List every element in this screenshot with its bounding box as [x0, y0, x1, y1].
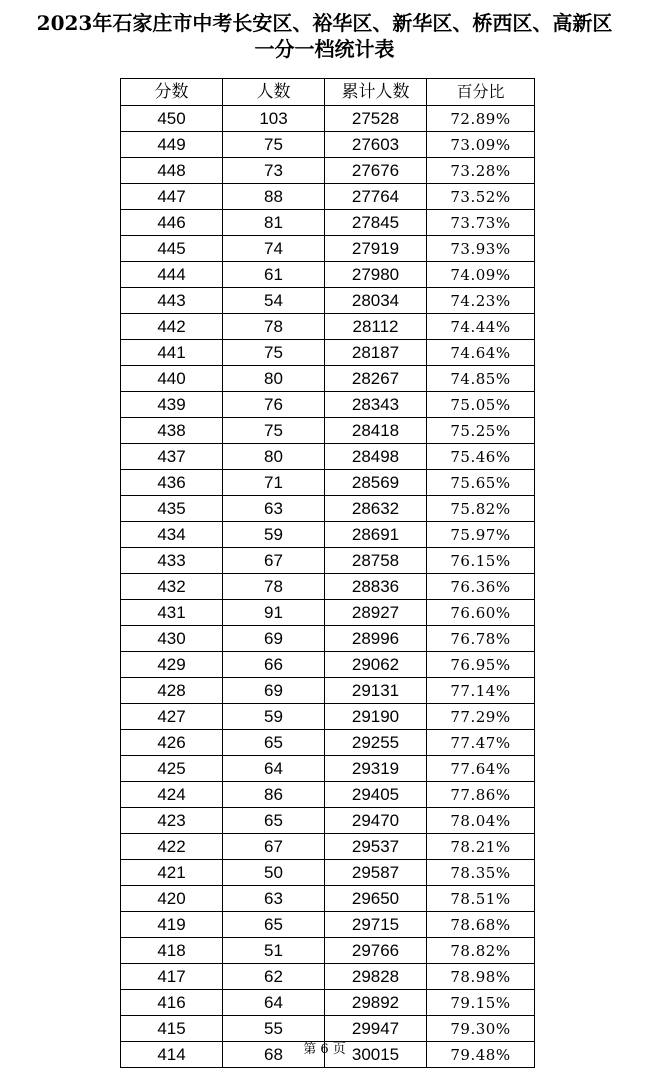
cell-percent: 72.89%: [427, 106, 535, 132]
cell-percent: 77.86%: [427, 782, 535, 808]
cell-cumulative: 29892: [325, 990, 427, 1016]
cell-count: 65: [223, 730, 325, 756]
cell-cumulative: 29131: [325, 678, 427, 704]
page-number: 第 6 页: [303, 1042, 346, 1057]
cell-cumulative: 30015: [325, 1042, 427, 1068]
cell-count: 62: [223, 964, 325, 990]
cell-score: 432: [121, 574, 223, 600]
cell-score: 431: [121, 600, 223, 626]
cell-count: 63: [223, 496, 325, 522]
cell-percent: 74.23%: [427, 288, 535, 314]
cell-count: 71: [223, 470, 325, 496]
cell-count: 59: [223, 704, 325, 730]
cell-score: 442: [121, 314, 223, 340]
cell-score: 418: [121, 938, 223, 964]
cell-count: 66: [223, 652, 325, 678]
table-row: [121, 756, 535, 782]
cell-cumulative: 28187: [325, 340, 427, 366]
cell-score: 440: [121, 366, 223, 392]
cell-cumulative: 28836: [325, 574, 427, 600]
cell-cumulative: 29650: [325, 886, 427, 912]
cell-count: 88: [223, 184, 325, 210]
cell-percent: 75.65%: [427, 470, 535, 496]
cell-percent: 74.44%: [427, 314, 535, 340]
cell-count: 75: [223, 132, 325, 158]
cell-score: 430: [121, 626, 223, 652]
table-row: [121, 132, 535, 158]
cell-count: 75: [223, 418, 325, 444]
table-body: [121, 106, 535, 1068]
cell-count: 64: [223, 990, 325, 1016]
cell-cumulative: 29587: [325, 860, 427, 886]
cell-score: 423: [121, 808, 223, 834]
cell-percent: 74.09%: [427, 262, 535, 288]
cell-cumulative: 28996: [325, 626, 427, 652]
cell-cumulative: 28034: [325, 288, 427, 314]
cell-score: 435: [121, 496, 223, 522]
table-row: [121, 418, 535, 444]
document-title: 2023年石家庄市中考长安区、裕华区、新华区、桥西区、高新区: [36, 11, 613, 35]
cell-cumulative: 28758: [325, 548, 427, 574]
header-cumulative: 累计人数: [325, 79, 427, 106]
cell-score: 437: [121, 444, 223, 470]
cell-score: 444: [121, 262, 223, 288]
cell-count: 91: [223, 600, 325, 626]
table-row: [121, 210, 535, 236]
cell-percent: 76.95%: [427, 652, 535, 678]
cell-count: 80: [223, 366, 325, 392]
cell-count: 68: [223, 1042, 325, 1068]
cell-score: 415: [121, 1016, 223, 1042]
cell-score: 424: [121, 782, 223, 808]
cell-score: 427: [121, 704, 223, 730]
cell-count: 50: [223, 860, 325, 886]
cell-cumulative: 29190: [325, 704, 427, 730]
table-row: [121, 834, 535, 860]
header-score: 分数: [121, 79, 223, 106]
cell-count: 61: [223, 262, 325, 288]
cell-score: 425: [121, 756, 223, 782]
header-count: 人数: [223, 79, 325, 106]
cell-percent: 73.09%: [427, 132, 535, 158]
cell-percent: 76.15%: [427, 548, 535, 574]
cell-cumulative: 28343: [325, 392, 427, 418]
cell-score: 422: [121, 834, 223, 860]
cell-score: 414: [121, 1042, 223, 1068]
cell-count: 74: [223, 236, 325, 262]
table-row: [121, 678, 535, 704]
cell-count: 73: [223, 158, 325, 184]
cell-percent: 75.25%: [427, 418, 535, 444]
cell-percent: 75.97%: [427, 522, 535, 548]
cell-count: 78: [223, 314, 325, 340]
header-percent: 百分比: [427, 79, 535, 106]
cell-cumulative: 28691: [325, 522, 427, 548]
cell-score: 446: [121, 210, 223, 236]
cell-count: 65: [223, 808, 325, 834]
cell-count: 65: [223, 912, 325, 938]
cell-cumulative: 28927: [325, 600, 427, 626]
cell-percent: 78.68%: [427, 912, 535, 938]
cell-score: 447: [121, 184, 223, 210]
cell-cumulative: 29715: [325, 912, 427, 938]
table-row: [121, 964, 535, 990]
cell-cumulative: 27676: [325, 158, 427, 184]
table-row: [121, 782, 535, 808]
cell-count: 76: [223, 392, 325, 418]
cell-cumulative: 27919: [325, 236, 427, 262]
cell-count: 103: [223, 106, 325, 132]
table-header-row: [121, 79, 535, 106]
cell-cumulative: 27528: [325, 106, 427, 132]
table-row: [121, 314, 535, 340]
cell-percent: 75.46%: [427, 444, 535, 470]
table-row: [121, 860, 535, 886]
table-row: [121, 444, 535, 470]
table-row: [121, 704, 535, 730]
cell-count: 64: [223, 756, 325, 782]
table-row: [121, 496, 535, 522]
cell-percent: 77.47%: [427, 730, 535, 756]
cell-cumulative: 29255: [325, 730, 427, 756]
cell-cumulative: 28418: [325, 418, 427, 444]
cell-percent: 76.60%: [427, 600, 535, 626]
table-row: [121, 652, 535, 678]
cell-count: 67: [223, 548, 325, 574]
cell-cumulative: 28632: [325, 496, 427, 522]
cell-count: 86: [223, 782, 325, 808]
cell-percent: 79.48%: [427, 1042, 535, 1068]
cell-count: 75: [223, 340, 325, 366]
cell-percent: 79.30%: [427, 1016, 535, 1042]
table-row: [121, 912, 535, 938]
cell-percent: 73.52%: [427, 184, 535, 210]
table-row: [121, 574, 535, 600]
cell-cumulative: 29766: [325, 938, 427, 964]
cell-score: 428: [121, 678, 223, 704]
cell-percent: 77.29%: [427, 704, 535, 730]
cell-count: 63: [223, 886, 325, 912]
cell-score: 450: [121, 106, 223, 132]
cell-cumulative: 29470: [325, 808, 427, 834]
table-row: [121, 366, 535, 392]
cell-score: 449: [121, 132, 223, 158]
cell-cumulative: 29319: [325, 756, 427, 782]
cell-cumulative: 27603: [325, 132, 427, 158]
cell-percent: 73.28%: [427, 158, 535, 184]
cell-cumulative: 29405: [325, 782, 427, 808]
table-row: [121, 600, 535, 626]
cell-score: 433: [121, 548, 223, 574]
cell-score: 421: [121, 860, 223, 886]
cell-count: 55: [223, 1016, 325, 1042]
cell-count: 59: [223, 522, 325, 548]
cell-score: 443: [121, 288, 223, 314]
cell-percent: 73.73%: [427, 210, 535, 236]
cell-score: 417: [121, 964, 223, 990]
cell-cumulative: 28569: [325, 470, 427, 496]
cell-percent: 73.93%: [427, 236, 535, 262]
cell-count: 51: [223, 938, 325, 964]
cell-score: 439: [121, 392, 223, 418]
cell-count: 81: [223, 210, 325, 236]
cell-percent: 74.85%: [427, 366, 535, 392]
cell-cumulative: 27845: [325, 210, 427, 236]
cell-score: 438: [121, 418, 223, 444]
table-row: [121, 106, 535, 132]
cell-percent: 75.05%: [427, 392, 535, 418]
cell-cumulative: 29828: [325, 964, 427, 990]
cell-score: 429: [121, 652, 223, 678]
cell-percent: 78.82%: [427, 938, 535, 964]
table-row: [121, 184, 535, 210]
document-subtitle: 一分一档统计表: [254, 37, 395, 61]
cell-percent: 76.78%: [427, 626, 535, 652]
cell-percent: 78.04%: [427, 808, 535, 834]
cell-percent: 74.64%: [427, 340, 535, 366]
table-row: [121, 262, 535, 288]
cell-percent: 77.14%: [427, 678, 535, 704]
cell-cumulative: 29537: [325, 834, 427, 860]
table-row: [121, 288, 535, 314]
cell-count: 78: [223, 574, 325, 600]
table-row: [121, 470, 535, 496]
cell-count: 80: [223, 444, 325, 470]
table-row: [121, 886, 535, 912]
table-row: [121, 236, 535, 262]
cell-score: 426: [121, 730, 223, 756]
cell-count: 69: [223, 626, 325, 652]
cell-count: 69: [223, 678, 325, 704]
cell-percent: 76.36%: [427, 574, 535, 600]
table-row: [121, 158, 535, 184]
cell-score: 434: [121, 522, 223, 548]
table-row: [121, 626, 535, 652]
cell-cumulative: 27764: [325, 184, 427, 210]
cell-score: 419: [121, 912, 223, 938]
cell-percent: 79.15%: [427, 990, 535, 1016]
table-row: [121, 340, 535, 366]
cell-score: 416: [121, 990, 223, 1016]
cell-cumulative: 29062: [325, 652, 427, 678]
cell-cumulative: 28112: [325, 314, 427, 340]
cell-count: 67: [223, 834, 325, 860]
table-row: [121, 392, 535, 418]
cell-percent: 75.82%: [427, 496, 535, 522]
cell-cumulative: 28267: [325, 366, 427, 392]
table-row: [121, 808, 535, 834]
cell-percent: 78.98%: [427, 964, 535, 990]
cell-score: 441: [121, 340, 223, 366]
cell-percent: 78.35%: [427, 860, 535, 886]
cell-score: 420: [121, 886, 223, 912]
cell-cumulative: 29947: [325, 1016, 427, 1042]
cell-cumulative: 27980: [325, 262, 427, 288]
table-row: [121, 990, 535, 1016]
score-distribution-table: [120, 78, 535, 1068]
cell-score: 448: [121, 158, 223, 184]
cell-cumulative: 28498: [325, 444, 427, 470]
cell-count: 54: [223, 288, 325, 314]
cell-percent: 77.64%: [427, 756, 535, 782]
cell-score: 445: [121, 236, 223, 262]
cell-percent: 78.51%: [427, 886, 535, 912]
table-row: [121, 548, 535, 574]
cell-score: 436: [121, 470, 223, 496]
table-row: [121, 730, 535, 756]
table-row: [121, 938, 535, 964]
table-row: [121, 522, 535, 548]
cell-percent: 78.21%: [427, 834, 535, 860]
